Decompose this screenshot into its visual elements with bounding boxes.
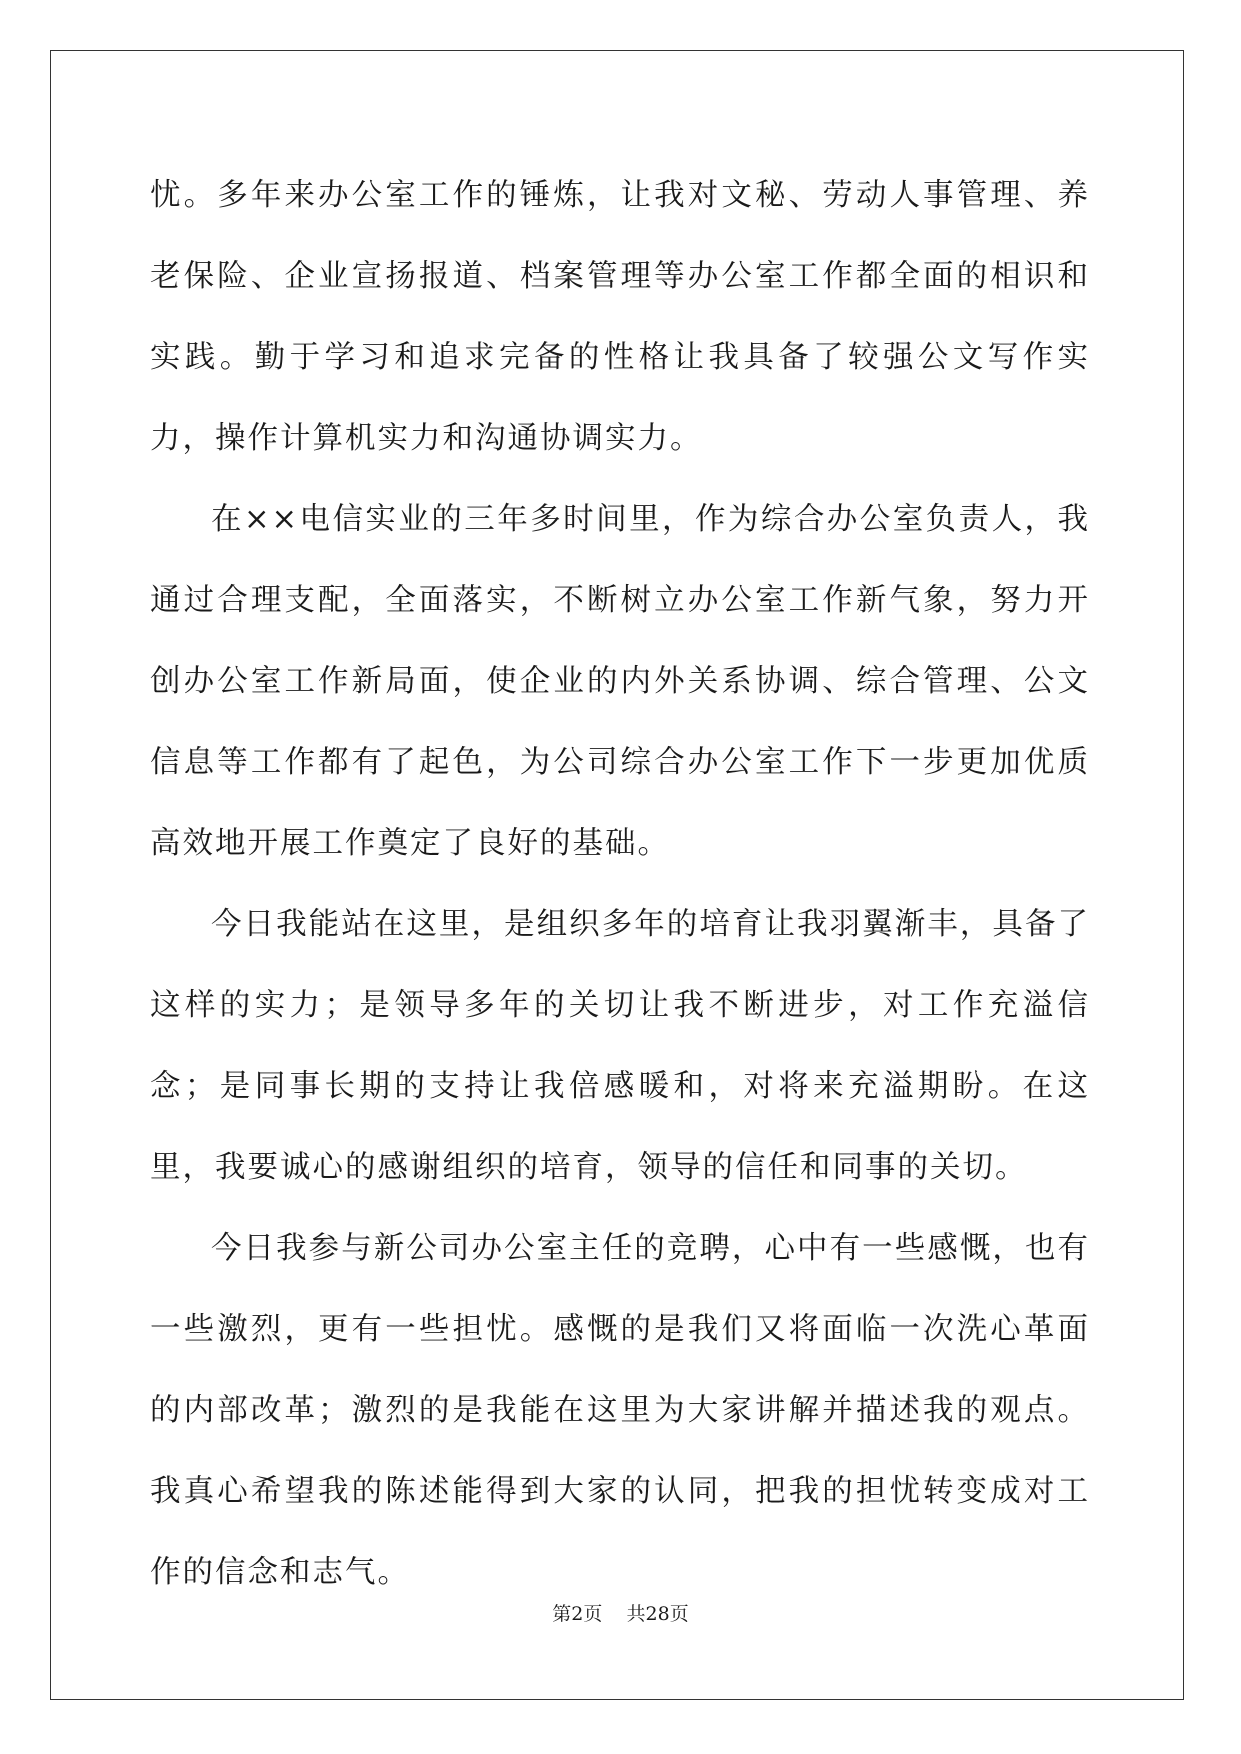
page-footer xyxy=(0,1602,1241,1626)
paragraph-2: 在××电信实业的三年多时间里，作为综合办公室负责人，我通过合理支配，全面落实，不断树立办公室工作新气象，努力开创办公室工作新局面，使企业的内外关系协调、综合管理、公文信息等工作都有了起色，为公司综合办公室工作下一步更加优质高效地开展工作奠定了良好的基础。 xyxy=(150,502,1090,861)
paragraph-4: 今日我参与新公司办公室主任的竞聘，心中有一些感慨，也有一些激烈，更有一些担忧。感慨的是我们又将面临一次洗心革面的内部改革；激烈的是我能在这里为大家讲解并描述我的观点。我真心希望我的陈述能得到大家的认同，把我的担忧转变成对工作的信念和志气。 xyxy=(150,1231,1090,1590)
paragraph-1: 忧。多年来办公室工作的锤炼，让我对文秘、劳动人事管理、养老保险、企业宣扬报道、档案管理等办公室工作都全面的相识和实践。勤于学习和追求完备的性格让我具备了较强公文写作实力，操作计算机实力和沟通协调实力。 xyxy=(150,178,1090,456)
page-number: 第2页 xyxy=(552,1603,603,1625)
total-pages: 共28页 xyxy=(626,1603,689,1625)
document-body xyxy=(150,155,1090,1613)
paragraph-3: 今日我能站在这里，是组织多年的培育让我羽翼渐丰，具备了这样的实力；是领导多年的关切让我不断进步，对工作充溢信念；是同事长期的支持让我倍感暖和，对将来充溢期盼。在这里，我要诚心的感谢组织的培育，领导的信任和同事的关切。 xyxy=(150,907,1090,1185)
